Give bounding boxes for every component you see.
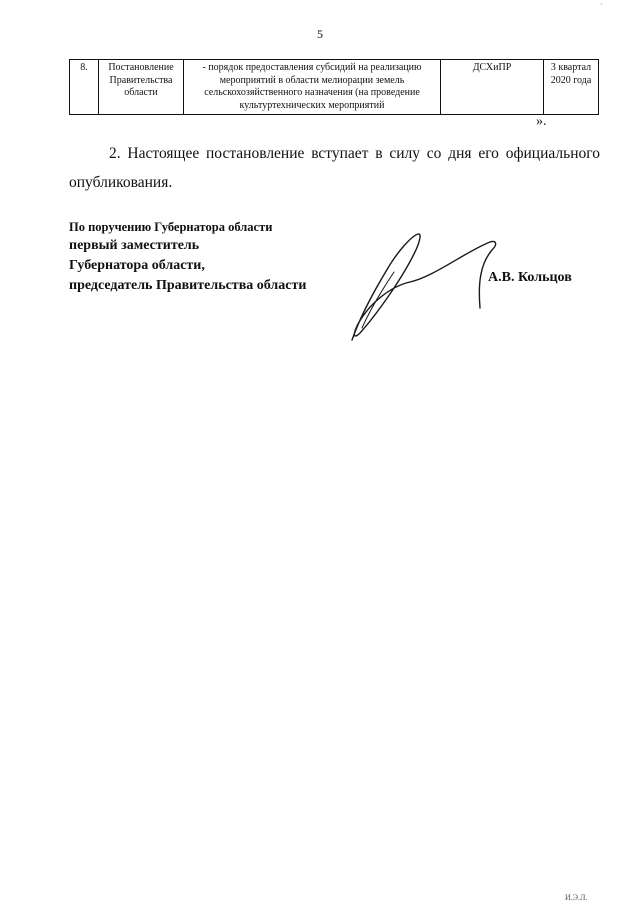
signature-block [69, 219, 369, 296]
paragraph-2: 2. Настоящее постановление вступает в силу со дня его официального опубликования. [69, 145, 600, 191]
responsible-cell: ДСХиПР [441, 60, 544, 115]
handwritten-signature [340, 228, 510, 343]
term-cell: 3 квартал 2020 года [544, 60, 599, 115]
signature-line-1: По поручению Губернатора области [69, 220, 273, 234]
description-cell: - порядок предоставления субсидий на реализацию мероприятий в области мелиорации земель сельскохозяйственного назначения (на проведение культуртехнических мероприятий [184, 60, 441, 115]
bottom-corner-mark: И.Э.Л. [565, 893, 588, 902]
table-row [70, 60, 599, 115]
signature-line-2: первый заместитель [69, 238, 200, 253]
top-corner-mark: · [600, 0, 603, 9]
closing-quote: ». [536, 114, 547, 129]
signer-name: А.В. Кольцов [488, 270, 572, 285]
signature-line-3: Губернатора области, [69, 258, 205, 273]
acts-table [69, 59, 599, 115]
signature-line-4: председатель Правительства области [69, 278, 307, 293]
act-type-cell: Постановление Правительства области [99, 60, 184, 115]
page-number: 5 [317, 27, 323, 41]
row-number-cell: 8. [70, 60, 99, 115]
